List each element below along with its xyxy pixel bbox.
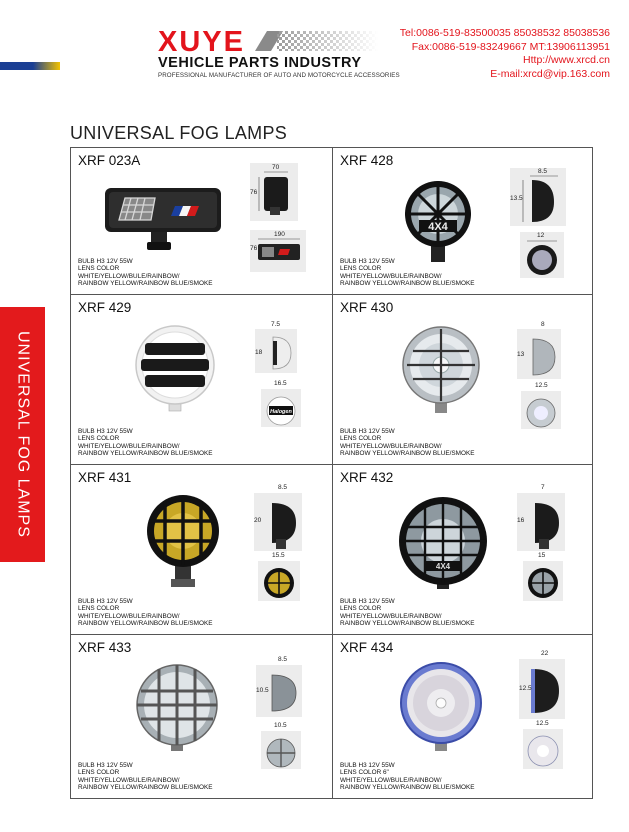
- spec-bulb: BULB H3 12V 55W: [340, 427, 395, 435]
- product-specs: [340, 598, 474, 628]
- lamp-round-blue-rim-photo: [399, 661, 483, 755]
- spec-lens: LENS COLOR: [78, 265, 120, 273]
- contact-fax: Fax:0086-519-83249667 MT:13906113951: [411, 40, 610, 53]
- dimension-label: 8.5: [538, 168, 548, 175]
- product-specs: [78, 258, 212, 288]
- lamp-front-diagram: [523, 561, 563, 601]
- lamp-round-chrome-grille-photo: [133, 663, 221, 755]
- spec-colors-2: RAINBOW YELLOW/RAINBOW BLUE/SMOKE: [78, 280, 213, 288]
- dimension-inset-side: [517, 484, 565, 551]
- spec-colors-2: RAINBOW YELLOW/RAINBOW BLUE/SMOKE: [340, 450, 475, 458]
- product-card-xrf-431: [71, 465, 332, 634]
- lamp-round-black-photo: [403, 176, 473, 266]
- lamp-front-diagram: [261, 389, 301, 427]
- lamp-round-grille-photo: [397, 497, 489, 593]
- dimension-inset-side: [510, 168, 566, 226]
- spec-colors: WHITE/YELLOW/BULE/RAINBOW/: [78, 776, 180, 784]
- dimension-inset-front: [523, 552, 563, 601]
- dimension-label: 7: [541, 484, 545, 491]
- dimension-label: 8.5: [278, 484, 288, 491]
- lamp-front-diagram: [523, 729, 563, 769]
- dimension-label: 16.5: [274, 380, 287, 387]
- dimension-label: 12: [537, 232, 545, 239]
- product-specs: [78, 762, 212, 792]
- spec-bulb: BULB H3 12V 55W: [78, 257, 133, 265]
- product-model: XRF 023A: [78, 153, 141, 168]
- spec-colors: WHITE/YELLOW/BULE/RAINBOW/: [78, 612, 180, 620]
- brand-subtitle: PROFESSIONAL MANUFACTURER OF AUTO AND MOTORCYCLE ACCESSORIES: [158, 72, 400, 79]
- spec-colors: WHITE/YELLOW/BULE/RAINBOW/: [78, 442, 180, 450]
- spec-lens: LENS COLOR: [78, 435, 120, 443]
- color-stripe: [0, 62, 60, 70]
- spec-colors-2: RAINBOW YELLOW/RAINBOW BLUE/SMOKE: [340, 784, 475, 792]
- dimension-label: 13: [517, 351, 525, 358]
- contact-block: [400, 27, 610, 81]
- spec-lens: LENS COLOR: [340, 435, 382, 443]
- dimension-label: 20: [254, 517, 262, 524]
- dimension-label: 12.5: [535, 382, 548, 389]
- product-card-xrf-432: [333, 465, 594, 634]
- brand-tagline: VEHICLE PARTS INDUSTRY: [158, 55, 362, 71]
- product-card-xrf-434: [333, 635, 594, 798]
- product-card-xrf-433: [71, 635, 332, 798]
- dimension-inset-front: [520, 232, 564, 278]
- spec-colors: WHITE/YELLOW/BULE/RAINBOW/: [340, 776, 442, 784]
- lamp-rectangular-photo: [103, 184, 223, 252]
- dimension-label: 76: [250, 189, 258, 196]
- dimension-label: 70: [272, 164, 280, 171]
- dimension-label: 15: [538, 552, 546, 559]
- lamp-badge-text: 4X4: [428, 221, 448, 233]
- lamp-round-yellow-photo: [143, 493, 223, 593]
- sidebar-tab: [0, 307, 45, 562]
- dimension-label: 10.5: [274, 722, 287, 729]
- product-model: XRF 430: [340, 300, 394, 315]
- product-model: XRF 431: [78, 470, 132, 485]
- dimension-inset-front: [521, 382, 561, 429]
- page-title: UNIVERSAL FOG LAMPS: [70, 123, 288, 143]
- dimension-inset-front: [261, 380, 301, 427]
- dimension-inset-front: [261, 722, 301, 769]
- spec-lens: LENS COLOR: [78, 769, 120, 777]
- dimension-label: 8: [541, 321, 545, 328]
- spec-colors-2: RAINBOW YELLOW/RAINBOW BLUE/SMOKE: [340, 280, 475, 288]
- spec-colors: WHITE/YELLOW/BULE/RAINBOW/: [340, 612, 442, 620]
- sidebar-label: UNIVERSAL FOG LAMPS: [14, 331, 32, 538]
- product-specs: [78, 428, 212, 458]
- product-model: XRF 428: [340, 153, 394, 168]
- lamp-front-diagram: [258, 561, 300, 601]
- brand-name: XUYE: [158, 26, 245, 58]
- spec-bulb: BULB H3 12V 55W: [340, 761, 395, 769]
- dimension-inset-side: [519, 650, 565, 719]
- dimension-label: 16: [517, 517, 525, 524]
- contact-web: Http://www.xrcd.cn: [523, 54, 610, 66]
- spec-bulb: BULB H3 12V 55W: [340, 597, 395, 605]
- contact-tel: Tel:0086-519-83500035 85038532 85038536: [399, 27, 610, 39]
- dimension-label: 12.5: [536, 720, 549, 727]
- dimension-inset-front: [523, 720, 563, 769]
- spec-lens: LENS COLOR 6": [340, 769, 389, 777]
- dimension-inset-side: [256, 656, 302, 717]
- lamp-round-chrome-photo: [399, 325, 483, 417]
- contact-email: E-mail:xrcd@vip.163.com: [490, 67, 610, 80]
- product-card-xrf-429: [71, 295, 332, 464]
- product-specs: [340, 258, 474, 288]
- product-card-xrf-428: [333, 148, 594, 294]
- dimension-label: 190: [274, 231, 285, 238]
- lamp-front-diagram: [521, 391, 561, 429]
- dimension-label: 13.5: [510, 195, 523, 202]
- dimension-label: 15.5: [272, 552, 285, 559]
- dimension-label: 76: [250, 245, 258, 252]
- dimension-inset-front: [258, 552, 300, 601]
- product-model: XRF 434: [340, 640, 394, 655]
- dimension-inset-front: [250, 230, 306, 272]
- spec-bulb: BULB H3 12V 55W: [78, 761, 133, 769]
- product-specs: [78, 598, 212, 628]
- dimension-label: 18: [255, 349, 263, 356]
- dimension-inset-side: [250, 163, 298, 221]
- spec-colors: WHITE/YELLOW/BULE/RAINBOW/: [78, 272, 180, 280]
- spec-bulb: BULB H3 12V 55W: [78, 427, 133, 435]
- lamp-badge-text: 4X4: [435, 562, 451, 571]
- dimension-inset-side: [517, 321, 561, 379]
- product-model: XRF 432: [340, 470, 394, 485]
- lamp-front-diagram: [261, 731, 301, 769]
- dimension-inset-side: [254, 484, 302, 551]
- product-model: XRF 429: [78, 300, 132, 315]
- dimension-label: 22: [541, 650, 549, 657]
- spec-colors: WHITE/YELLOW/BULE/RAINBOW/: [340, 442, 442, 450]
- spec-colors-2: RAINBOW YELLOW/RAINBOW BLUE/SMOKE: [78, 620, 213, 628]
- dimension-label: 10.5: [256, 687, 269, 694]
- spec-colors-2: RAINBOW YELLOW/RAINBOW BLUE/SMOKE: [78, 784, 213, 792]
- spec-lens: LENS COLOR: [78, 605, 120, 613]
- spec-lens: LENS COLOR: [340, 605, 382, 613]
- product-specs: [340, 428, 474, 458]
- spec-colors-2: RAINBOW YELLOW/RAINBOW BLUE/SMOKE: [340, 620, 475, 628]
- spec-bulb: BULB H3 12V 55W: [340, 257, 395, 265]
- product-model: XRF 433: [78, 640, 132, 655]
- dimension-label: 7.5: [271, 321, 281, 328]
- product-grid: [70, 147, 593, 799]
- spec-lens: LENS COLOR: [340, 265, 382, 273]
- halogen-label: Halogen: [270, 409, 292, 415]
- checker-pattern: [255, 31, 378, 51]
- spec-bulb: BULB H3 12V 55W: [78, 597, 133, 605]
- dimension-inset-side: [255, 321, 297, 373]
- dimension-label: 12.5: [519, 685, 532, 692]
- product-card-xrf-430: [333, 295, 594, 464]
- product-specs: [340, 762, 474, 792]
- spec-colors: WHITE/YELLOW/BULE/RAINBOW/: [340, 272, 442, 280]
- product-card-xrf-023a: [71, 148, 332, 294]
- dimension-label: 8.5: [278, 656, 288, 663]
- spec-colors-2: RAINBOW YELLOW/RAINBOW BLUE/SMOKE: [78, 450, 213, 458]
- lamp-round-white-photo: [131, 325, 219, 417]
